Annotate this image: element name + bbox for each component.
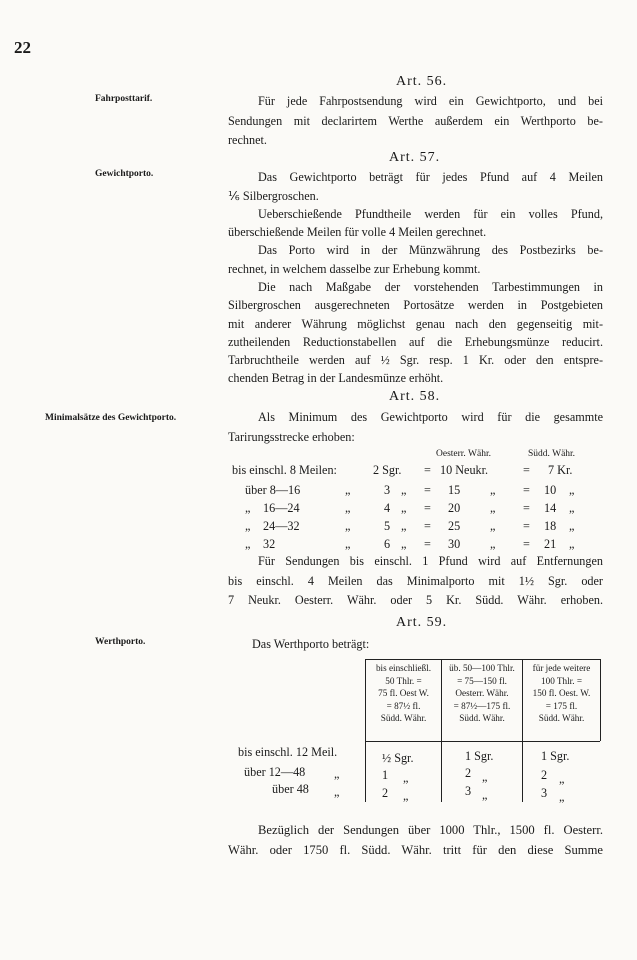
- table-cell-sgr: 3: [384, 483, 391, 497]
- page-number: 22: [14, 38, 31, 57]
- art-57-line: chenden Betrag in der Landesmünze erhöht.: [228, 371, 444, 385]
- table-cell-col1: 1: [382, 768, 389, 782]
- ditto-mark: „: [569, 483, 575, 497]
- header-text: 150 fl. Oest. W.: [532, 688, 591, 699]
- table-cell-equals: =: [424, 519, 431, 533]
- table-cell-equals: =: [424, 537, 431, 551]
- header-text: Südd. Währ.: [459, 713, 505, 724]
- header-text: = 75—150 fl.: [457, 675, 507, 686]
- table-cell-equals: =: [424, 501, 431, 515]
- ditto-mark: „: [569, 519, 575, 533]
- table-row-label: bis einschl. 12 Meil.: [238, 745, 338, 759]
- art-59-intro: Das Werthporto beträgt:: [252, 637, 370, 651]
- header-text: Südd. Währ.: [380, 713, 427, 724]
- art-57-line: rechnet, in welchem dasselbe zur Erhebung kommt.: [228, 262, 481, 276]
- art-58-heading: Art. 58.: [389, 389, 441, 404]
- werth-col3-header: [523, 662, 600, 725]
- art-56-line: rechnet.: [228, 133, 267, 147]
- ditto-mark: „: [490, 483, 496, 497]
- ditto-mark: „: [403, 789, 409, 803]
- table-cell-oesterr: 25: [448, 519, 461, 533]
- ditto-mark: „: [403, 771, 409, 785]
- art-57-line: überschießende Meilen für volle 4 Meilen gerechnet.: [228, 225, 487, 239]
- table-cell-suedd: 14: [544, 501, 557, 515]
- header-text: 100 Thlr. =: [541, 675, 582, 686]
- art-57-line: Das Porto wird in der Münzwährung des Postbezirks be-: [258, 243, 603, 257]
- ditto-mark: „: [569, 537, 575, 551]
- table-cell-sgr: 6: [384, 537, 391, 551]
- table-cell-col3: 3: [541, 786, 548, 800]
- header-text: 50 Thlr. =: [385, 675, 422, 686]
- art-57-line: Tarbruchtheile werden auf ½ Sgr. resp. 1 Kr. oder den entspre-: [228, 353, 603, 367]
- table-row-label: 24—32: [263, 519, 300, 533]
- art-57-heading: Art. 57.: [389, 150, 441, 165]
- table-divider: [600, 659, 601, 741]
- art-58-outro-line: bis einschl. 4 Meilen das Minimalporto mit 1½ Sgr. oder: [228, 574, 603, 588]
- header-text: Oesterr. Währ.: [455, 688, 509, 699]
- table-cell-suedd: 10: [544, 483, 557, 497]
- header-text: = 175 fl.: [545, 700, 578, 711]
- table-cell-equals: =: [424, 463, 431, 477]
- table-row-label: über 48: [272, 782, 309, 796]
- werth-col2-header: [442, 662, 522, 725]
- table-row-label: bis einschl. 8 Meilen:: [232, 463, 337, 477]
- header-text: bis einschließl.: [375, 663, 432, 673]
- header-text: 75 fl. Oest W.: [378, 688, 429, 699]
- ditto-mark: „: [245, 519, 251, 533]
- ditto-mark: „: [401, 519, 407, 533]
- werth-col1-header: [366, 662, 441, 725]
- col-header-suedd: Südd. Währ.: [528, 449, 576, 459]
- header-text: = 87½ fl.: [386, 700, 421, 711]
- table-cell-sgr: 4: [384, 501, 391, 515]
- art-57-line: Die nach Maßgabe der vorstehenden Tarbestimmungen in: [258, 280, 603, 294]
- art-58-outro-line: Für Sendungen bis einschl. 1 Pfund wird auf Entfernungen: [258, 554, 603, 568]
- art-57-line: Das Gewichtporto beträgt für jedes Pfund auf 4 Meilen: [258, 170, 603, 184]
- ditto-mark: „: [245, 537, 251, 551]
- table-cell-col1: 2: [382, 786, 389, 800]
- art-57-line: Ueberschießende Pfundtheile werden für ein volles Pfund,: [258, 207, 603, 221]
- table-cell-col3: 2: [541, 768, 548, 782]
- header-text: üb. 50—100 Thlr.: [449, 663, 515, 673]
- table-cell-sgr: 5: [384, 519, 391, 533]
- art-56-heading: Art. 56.: [396, 74, 448, 89]
- margin-note-werthporto: Werthporto.: [95, 637, 146, 647]
- art-59-outro-line: Bezüglich der Sendungen über 1000 Thlr., 1500 fl. Oesterr.: [258, 823, 603, 837]
- table-row-label: über 8—16: [245, 483, 301, 497]
- ditto-mark: „: [482, 788, 488, 802]
- header-text: Südd. Währ.: [538, 713, 585, 724]
- art-57-line: mit anderer Währung möglichst genau nach den gegenseitig mit-: [228, 317, 603, 331]
- ditto-mark: „: [334, 785, 340, 799]
- col-header-oesterr: Oesterr. Währ.: [436, 449, 491, 459]
- table-header-border: [365, 741, 600, 742]
- ditto-mark: „: [401, 501, 407, 515]
- table-row-label: 16—24: [263, 501, 300, 515]
- ditto-mark: „: [345, 501, 351, 515]
- ditto-mark: „: [482, 770, 488, 784]
- ditto-mark: „: [345, 519, 351, 533]
- art-56-line: Sendungen mit declarirtem Werthe außerdem ein Werthporto be-: [228, 114, 603, 128]
- table-cell-sgr: 2 Sgr.: [373, 463, 402, 477]
- margin-note-minimalsaetze: Minimalsätze des Gewichtporto.: [45, 413, 177, 423]
- art-57-line: zutheilenden Reductionstabellen auf die Erhebungsmünze reducirt.: [228, 335, 603, 349]
- table-cell-oesterr: 20: [448, 501, 461, 515]
- table-row-label: über 12—48: [244, 765, 306, 779]
- table-cell-oesterr: 15: [448, 483, 461, 497]
- ditto-mark: „: [569, 501, 575, 515]
- header-text: = 87½—175 fl.: [453, 700, 511, 711]
- ditto-mark: „: [490, 537, 496, 551]
- table-cell-oesterr: 10 Neukr.: [440, 463, 489, 477]
- ditto-mark: „: [559, 772, 565, 786]
- ditto-mark: „: [401, 483, 407, 497]
- ditto-mark: „: [334, 767, 340, 781]
- art-59-outro-line: Währ. oder 1750 fl. Südd. Währ. tritt für den diese Summe: [228, 843, 603, 857]
- margin-note-gewichtporto: Gewichtporto.: [95, 169, 154, 179]
- table-cell-col2: 1 Sgr.: [465, 749, 494, 763]
- table-cell-suedd: 7 Kr.: [548, 463, 573, 477]
- table-cell-suedd: 18: [544, 519, 557, 533]
- art-57-line: Silbergroschen ausgerechneten Portosätze werden in Postgebieten: [228, 298, 603, 312]
- art-56-line: Für jede Fahrpostsendung wird ein Gewichtporto, und bei: [258, 94, 603, 108]
- table-top-border: [365, 659, 600, 660]
- ditto-mark: „: [490, 501, 496, 515]
- art-58-outro-line: 7 Neukr. Oesterr. Währ. oder 5 Kr. Südd. Währ. erhoben.: [228, 593, 603, 607]
- table-cell-equals: =: [523, 519, 530, 533]
- art-58-intro-line: Als Minimum des Gewichtporto wird für die gesammte: [258, 410, 603, 424]
- table-row-label: 32: [263, 537, 276, 551]
- table-cell-equals: =: [523, 463, 530, 477]
- ditto-mark: „: [245, 501, 251, 515]
- table-cell-equals: =: [523, 483, 530, 497]
- table-cell-col3: 1 Sgr.: [541, 749, 570, 763]
- table-cell-col1: ½ Sgr.: [382, 751, 414, 765]
- ditto-mark: „: [559, 790, 565, 804]
- header-text: für jede weitere: [532, 663, 591, 673]
- table-cell-suedd: 21: [544, 537, 557, 551]
- art-59-heading: Art. 59.: [396, 615, 448, 630]
- table-cell-equals: =: [424, 483, 431, 497]
- table-cell-equals: =: [523, 537, 530, 551]
- table-cell-equals: =: [523, 501, 530, 515]
- ditto-mark: „: [345, 537, 351, 551]
- ditto-mark: „: [401, 537, 407, 551]
- art-57-line: ⅙ Silbergroschen.: [228, 189, 319, 203]
- table-cell-oesterr: 30: [448, 537, 461, 551]
- art-58-intro-line: Tarirungsstrecke erhoben:: [228, 430, 355, 444]
- table-cell-col2: 3: [465, 784, 472, 798]
- ditto-mark: „: [345, 483, 351, 497]
- table-cell-col2: 2: [465, 766, 472, 780]
- ditto-mark: „: [490, 519, 496, 533]
- margin-note-fahrposttarif: Fahrposttarif.: [95, 94, 153, 104]
